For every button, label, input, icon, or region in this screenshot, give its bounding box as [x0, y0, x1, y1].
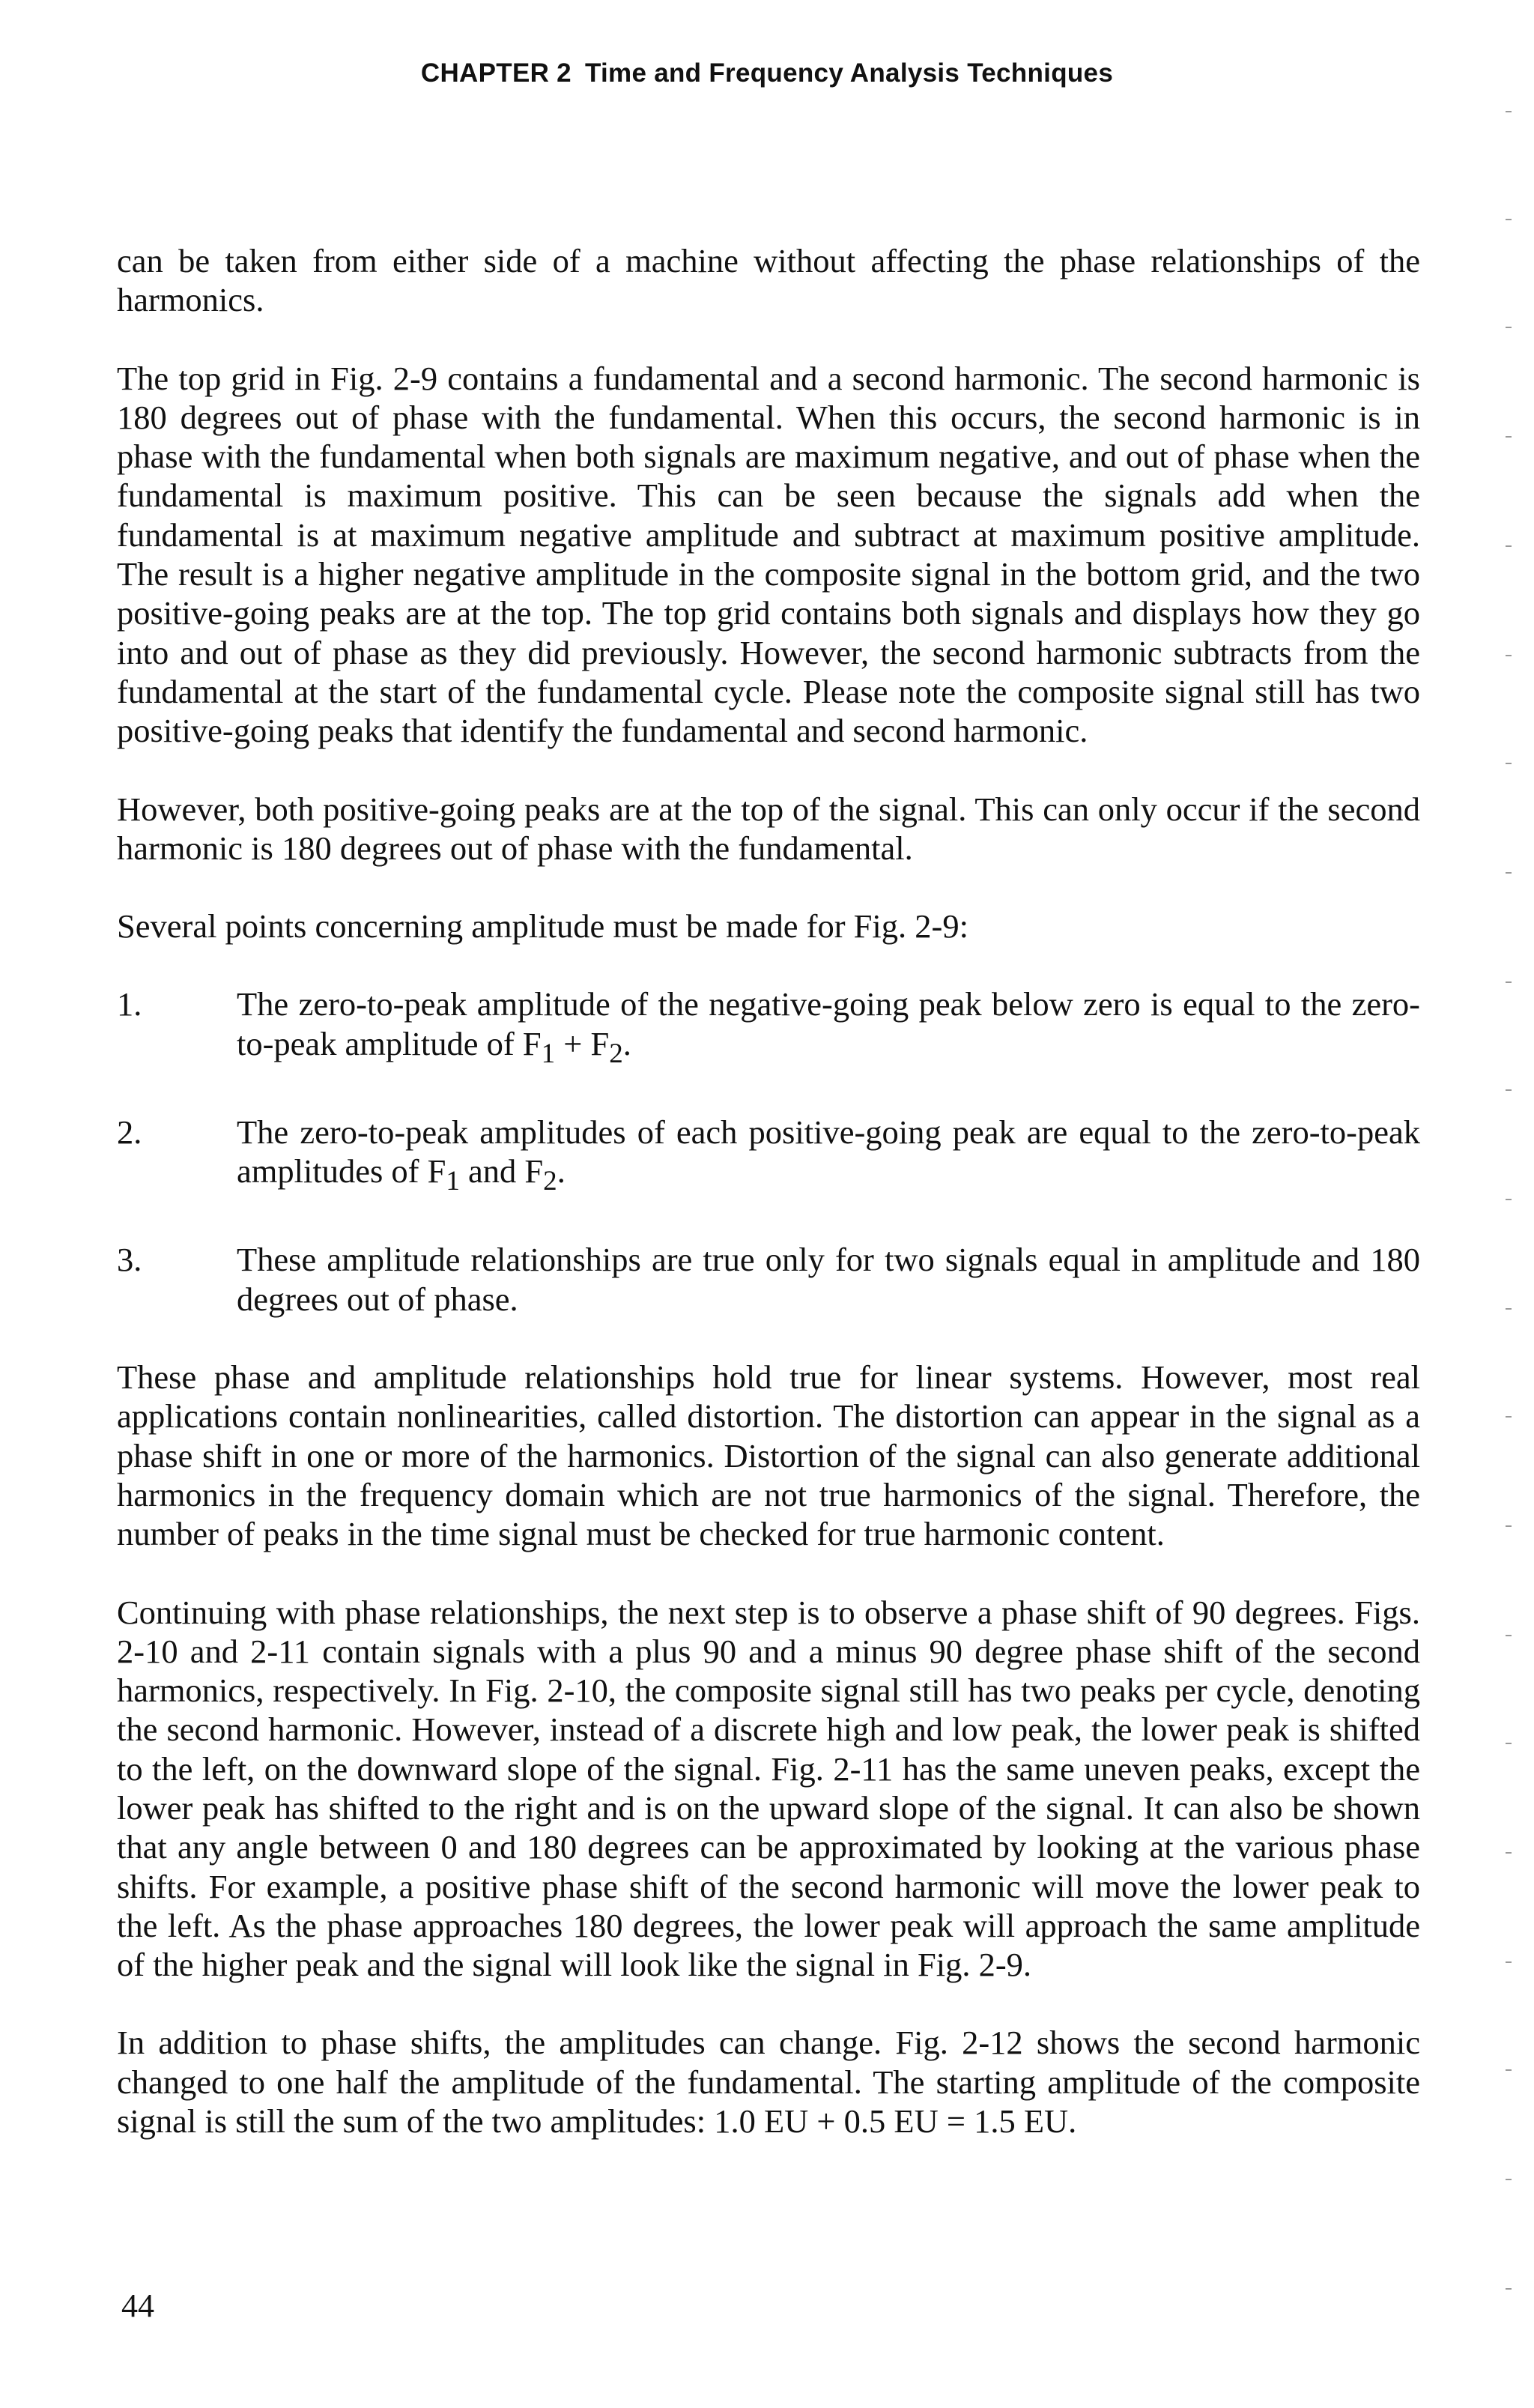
margin-mark: [1506, 1308, 1512, 1310]
list-item-1: [117, 984, 1420, 1073]
margin-mark: [1506, 981, 1512, 983]
list-text-part: The zero-to-peak amplitudes of each positive-going peak are equal to the zero-to-peak amplitudes of F: [237, 1113, 1420, 1191]
list-number: 1.: [117, 985, 142, 1023]
margin-mark: [1506, 545, 1512, 547]
margin-mark: [1506, 327, 1512, 328]
paragraph-4: Several points concerning amplitude must be made for Fig. 2-9:: [117, 907, 968, 946]
running-header: [0, 58, 1534, 88]
list-number: 2.: [117, 1113, 142, 1151]
margin-mark: [1506, 1199, 1512, 1200]
list-text-part: .: [557, 1152, 566, 1191]
margin-mark: [1506, 1525, 1512, 1527]
list-number: 3.: [117, 1241, 142, 1279]
margin-mark: [1506, 655, 1512, 656]
subscript: 1: [541, 1038, 556, 1069]
margin-mark: [1506, 436, 1512, 438]
body-text: [117, 241, 1420, 2179]
list-text: [237, 984, 1420, 1073]
subscript: 2: [609, 1038, 623, 1069]
list-item-3: [117, 1240, 1420, 1319]
chapter-label: CHAPTER 2: [420, 58, 572, 88]
list-text-part: and F: [459, 1152, 544, 1191]
margin-mark: [1506, 1416, 1512, 1418]
margin-mark: [1506, 1635, 1512, 1636]
subscript: 1: [446, 1166, 460, 1197]
margin-mark: [1506, 1743, 1512, 1744]
paragraph-2: The top grid in Fig. 2-9 contains a fundamental and a second harmonic. The second harmonic is 180 degrees out of phase with the fundamental. When this occurs, the second harmonic is in phase with the fundamental when both signals are maximum negative, and out of phase when the fundamental is maximum positive. This can be seen because the signals add when the fundamental is at maximum negative amplitude and subtract at maximum positive amplitude. The result is a higher negative amplitude in the composite signal in the bottom grid, and the two positive-going peaks are at the top. The top grid contains both signals and displays how they go into and out of phase as they did previously. However, the second harmonic subtracts from the fundamental at the start of the fundamental cycle. Please note the composite signal still has two positive-going peaks that identify the fundamental and second harmonic.: [117, 359, 1420, 750]
margin-mark: [1506, 219, 1512, 220]
list-text: These amplitude relationships are true only for two signals equal in amplitude and 180 degrees out of phase.: [237, 1241, 1420, 1318]
paragraph-7: In addition to phase shifts, the amplitudes can change. Fig. 2-12 shows the second harmonic changed to one half the amplitude of the fundamental. The starting amplitude of the composite signal is still the sum of the two amplitudes: 1.0 EU + 0.5 EU = 1.5 EU.: [117, 2024, 1420, 2141]
subscript: 2: [543, 1166, 557, 1197]
list-item-2: [117, 1113, 1420, 1201]
margin-mark: [1506, 2179, 1512, 2180]
page-number: 44: [121, 2287, 154, 2324]
margin-mark: [1506, 111, 1512, 112]
margin-mark: [1506, 872, 1512, 874]
paragraph-5: These phase and amplitude relationships hold true for linear systems. However, most real applications contain nonlinearities, called distortion. The distortion can appear in the signal as a phase shift in one or more of the harmonics. Distortion of the signal can also generate additional harmonics in the frequency domain which are not true harmonics of the signal. Therefore, the number of peaks in the time signal must be checked for true harmonic content.: [117, 1358, 1420, 1553]
margin-mark: [1506, 1089, 1512, 1091]
margin-mark: [1506, 1961, 1512, 1963]
scan-margin-marks: [1506, 0, 1521, 2408]
margin-mark: [1506, 763, 1512, 764]
list-text: [237, 1113, 1420, 1201]
chapter-title: Time and Frequency Analysis Techniques: [584, 58, 1114, 88]
paragraph-3: However, both positive-going peaks are at the top of the signal. This can only occur if the second harmonic is 180 degrees out of phase with the fundamental.: [117, 790, 1420, 867]
list-text-part: .: [622, 1024, 631, 1062]
paragraph-1: can be taken from either side of a machine without affecting the phase relationships of the harmonics.: [117, 242, 1420, 319]
margin-mark: [1506, 1852, 1512, 1854]
list-text-part: + F: [555, 1024, 610, 1062]
list-text-part: The zero-to-peak amplitude of the negative-going peak below zero is equal to the zero-to-peak amplitude of F: [237, 985, 1420, 1062]
margin-mark: [1506, 2288, 1512, 2290]
margin-mark: [1506, 2069, 1512, 2071]
paragraph-6: Continuing with phase relationships, the next step is to observe a phase shift of 90 degrees. Figs. 2-10 and 2-11 contain signals with a plus 90 and a minus 90 degree phase shift of the second harmonics, respectively. In Fig. 2-10, the composite signal still has two peaks per cycle, denoting the second harmonic. However, instead of a discrete high and low peak, the lower peak is shifted to the left, on the downward slope of the signal. Fig. 2-11 has the same uneven peaks, except the lower peak has shifted to the right and is on the upward slope of the signal. It can also be shown that any angle between 0 and 180 degrees can be approximated by looking at the various phase shifts. For example, a positive phase shift of the second harmonic will move the lower peak to the left. As the phase approaches 180 degrees, the lower peak will approach the same amplitude of the higher peak and the signal will look like the signal in Fig. 2-9.: [117, 1593, 1420, 1984]
